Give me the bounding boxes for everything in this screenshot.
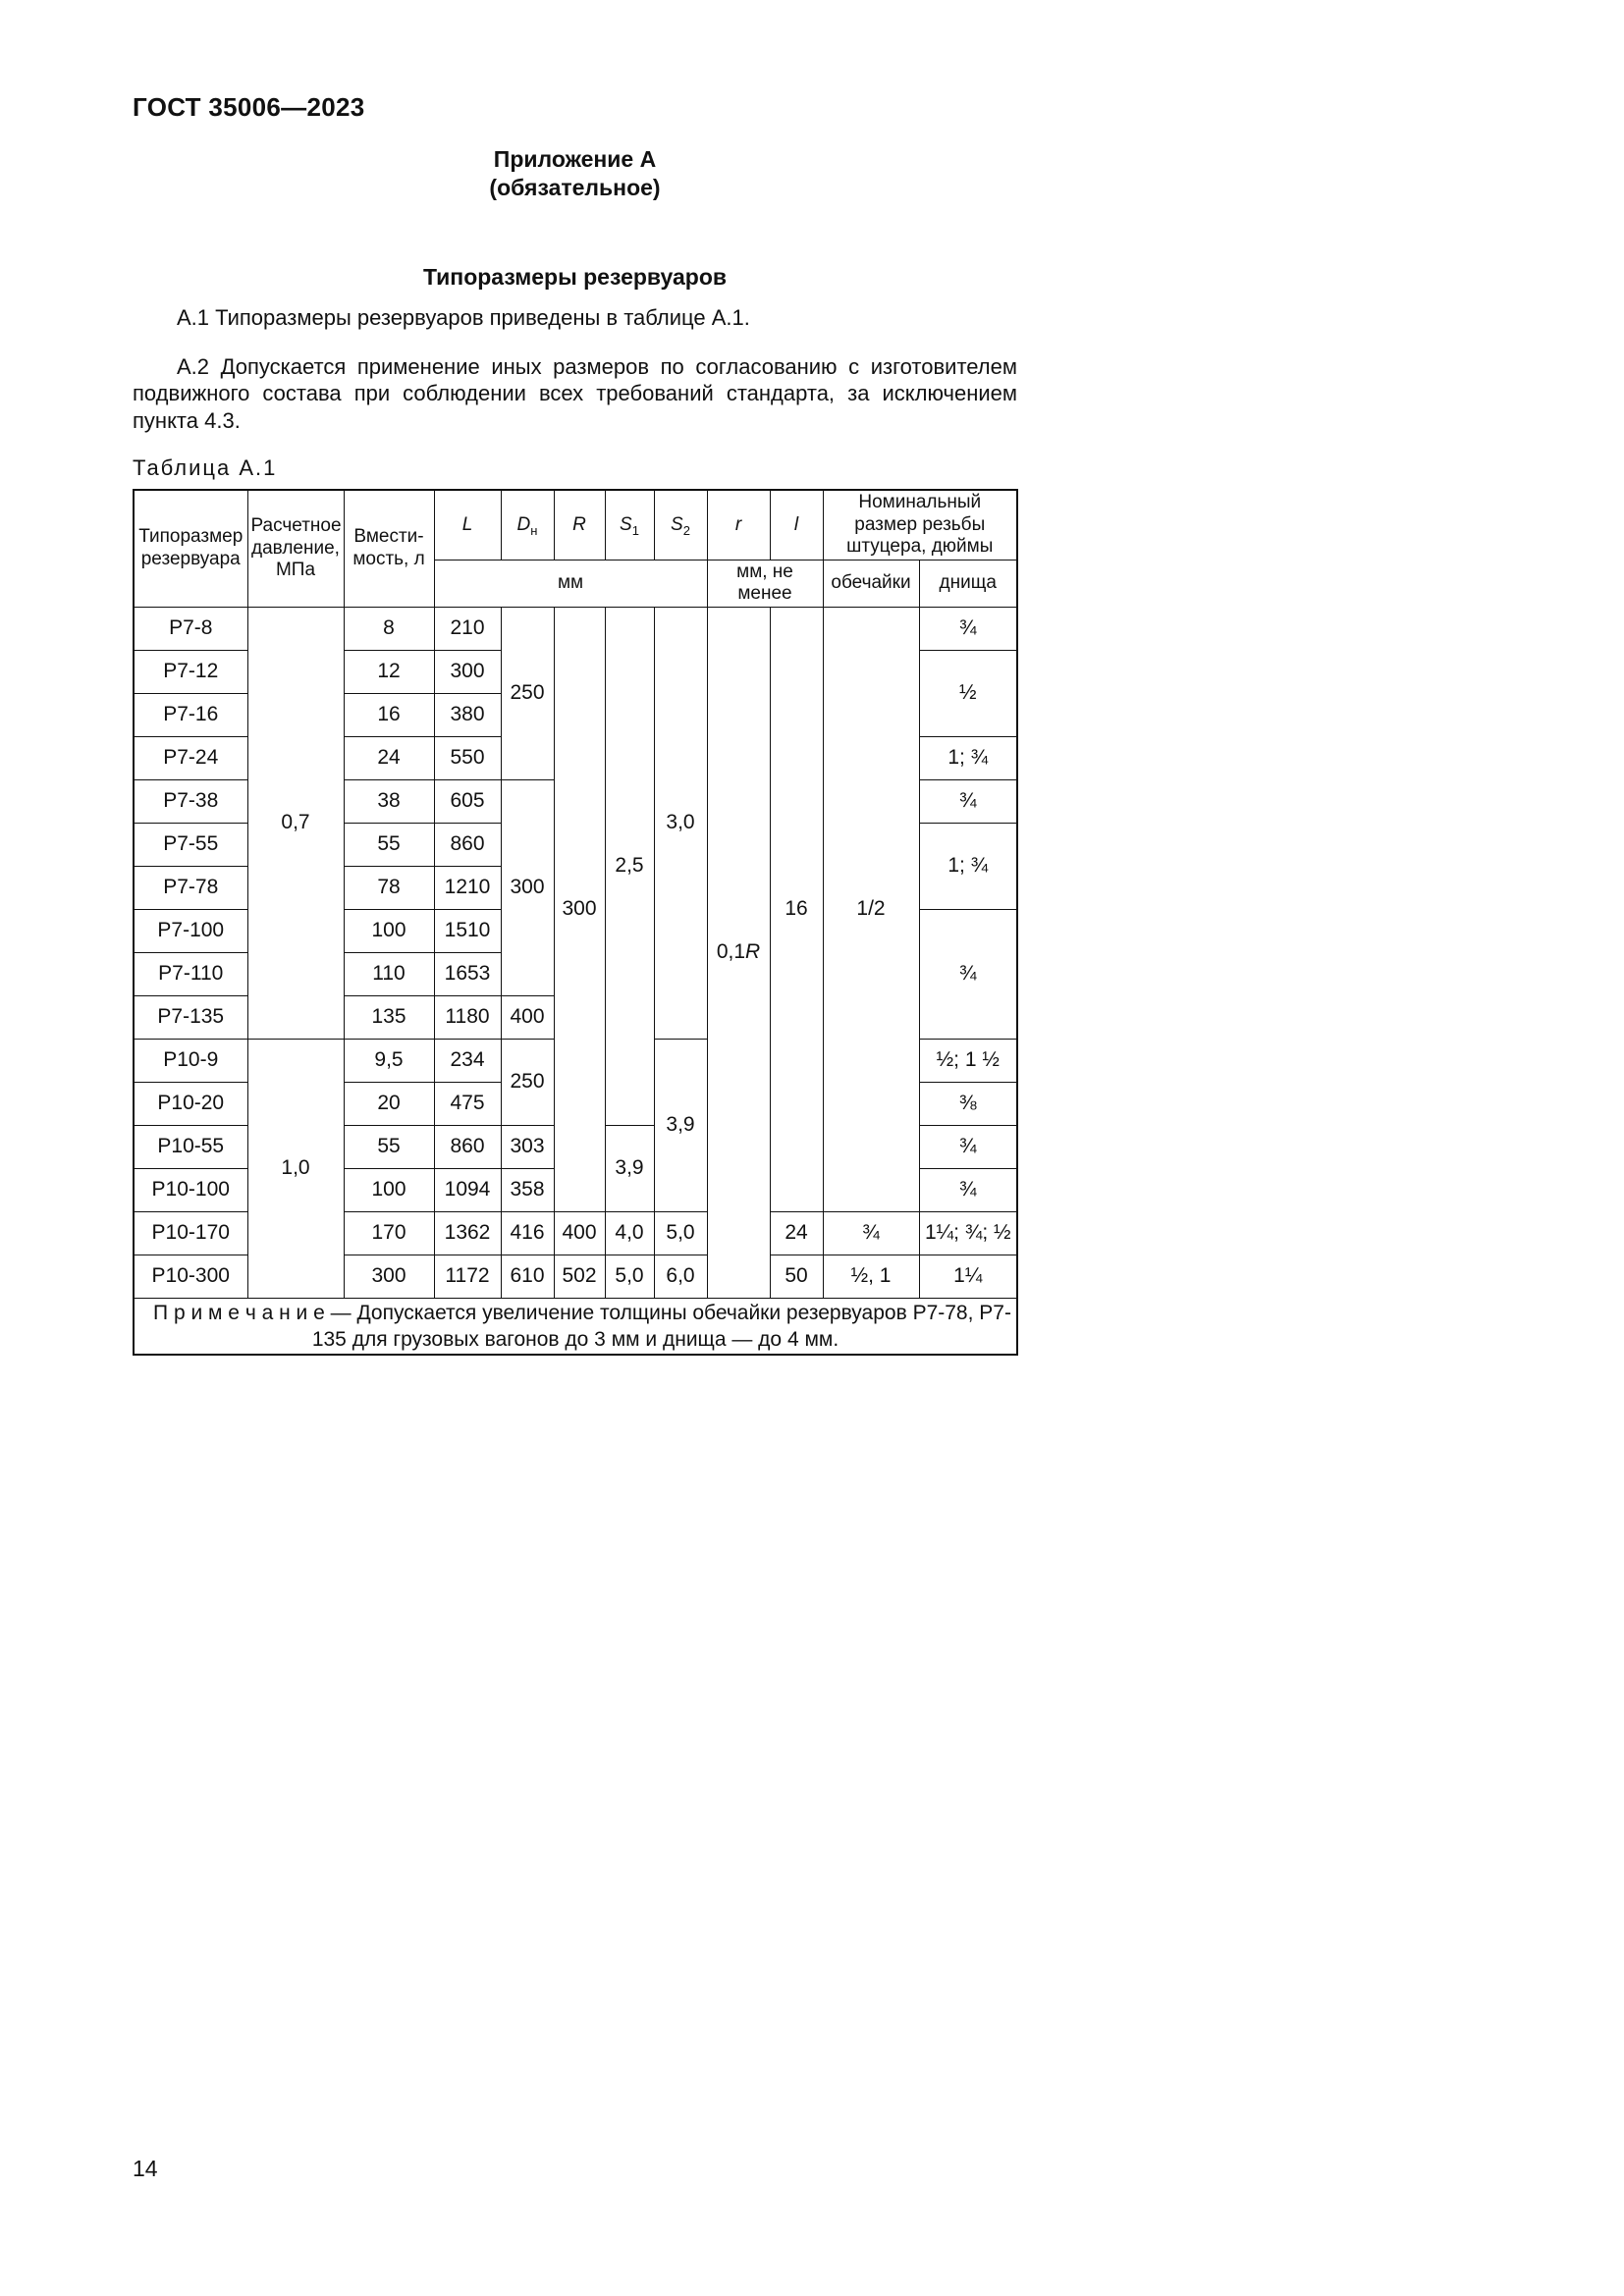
table-cell: 1; ¾	[919, 823, 1017, 909]
col-header-capacity: Вмести-мость, л	[344, 490, 434, 607]
table-cell: 380	[434, 693, 501, 736]
table-cell: 110	[344, 952, 434, 995]
table-cell: 3,9	[654, 1039, 707, 1211]
table-cell: 1/2	[823, 607, 919, 1211]
table-note-row	[134, 1298, 1017, 1355]
table-cell: 610	[501, 1255, 554, 1298]
table-cell: 210	[434, 607, 501, 650]
table-cell: 250	[501, 1039, 554, 1125]
table-cell: 55	[344, 823, 434, 866]
row-label-cell: Р10-9	[134, 1039, 247, 1082]
page-number: 14	[133, 2156, 158, 2181]
row-label-cell: Р7-78	[134, 866, 247, 909]
table-cell: 1,0	[247, 1039, 344, 1298]
row-label-cell: Р7-135	[134, 995, 247, 1039]
table-cell: ¾	[919, 1168, 1017, 1211]
col-subheader-mm: мм	[434, 560, 707, 607]
row-label-cell: Р7-100	[134, 909, 247, 952]
table-cell: 38	[344, 779, 434, 823]
table-cell: 1094	[434, 1168, 501, 1211]
note-label: П р и м е ч а н и е	[153, 1301, 325, 1324]
col-header-S2: $S_2$	[654, 490, 707, 560]
table-cell: ¾	[823, 1211, 919, 1255]
table-cell: 605	[434, 779, 501, 823]
row-label-cell: Р10-55	[134, 1125, 247, 1168]
table-cell: 1¼	[919, 1255, 1017, 1298]
row-label-cell: Р7-38	[134, 779, 247, 823]
col-header-r: r	[707, 490, 770, 560]
table-cell: 16	[344, 693, 434, 736]
table-cell: 550	[434, 736, 501, 779]
table-cell: 1¼; ¾; ½	[919, 1211, 1017, 1255]
table-cell: 1172	[434, 1255, 501, 1298]
col-header-pressure: Расчетное давление, МПа	[247, 490, 344, 607]
table-cell: 0,1R	[707, 607, 770, 1298]
row-label-cell: Р10-300	[134, 1255, 247, 1298]
table-cell: 1; ¾	[919, 736, 1017, 779]
col-header-S1: $S_1$	[605, 490, 654, 560]
table-cell: 502	[554, 1255, 605, 1298]
table-cell: 1180	[434, 995, 501, 1039]
table-cell: ¾	[919, 779, 1017, 823]
table-cell: 300	[344, 1255, 434, 1298]
table-cell: 303	[501, 1125, 554, 1168]
table-cell: 12	[344, 650, 434, 693]
table-cell: 170	[344, 1211, 434, 1255]
col-header-l: l	[770, 490, 823, 560]
paragraph-a2: А.2 Допускается применение иных размеров по согласованию с изготовителем подвижного состава при соблюдении всех требований стандарта, за исключением пункта 4.3.	[133, 353, 1017, 433]
table-note: П р и м е ч а н и е — Допускается увеличение толщины обечайки резервуаров Р7-78, Р7-135 для грузовых вагонов до 3 мм и днища — до 4 мм.	[134, 1298, 1017, 1355]
table-cell: 24	[344, 736, 434, 779]
table-cell: 860	[434, 1125, 501, 1168]
table-cell: 250	[501, 607, 554, 779]
table-cell: ¾	[919, 909, 1017, 1039]
table-row	[134, 607, 1017, 650]
table-cell: 0,7	[247, 607, 344, 1039]
table-caption: Таблица А.1	[133, 455, 278, 480]
table-cell: 3,9	[605, 1125, 654, 1211]
table-cell: ⅜	[919, 1082, 1017, 1125]
table-head	[134, 490, 1017, 607]
content-column	[133, 92, 1017, 1356]
table-cell: 100	[344, 909, 434, 952]
section-title: Типоразмеры резервуаров	[422, 264, 728, 290]
table-cell: 135	[344, 995, 434, 1039]
table-cell: 300	[554, 607, 605, 1211]
row-label-cell: Р7-55	[134, 823, 247, 866]
table-cell: 1210	[434, 866, 501, 909]
appendix-subtitle: (обязательное)	[489, 175, 661, 200]
table-cell: 8	[344, 607, 434, 650]
row-label-cell: Р7-110	[134, 952, 247, 995]
table-cell: 55	[344, 1125, 434, 1168]
table-cell: 20	[344, 1082, 434, 1125]
row-label-cell: Р10-100	[134, 1168, 247, 1211]
table-cell: 50	[770, 1255, 823, 1298]
row-label-cell: Р7-12	[134, 650, 247, 693]
table-cell: 9,5	[344, 1039, 434, 1082]
row-label-cell: Р10-170	[134, 1211, 247, 1255]
table-cell: 3,0	[654, 607, 707, 1039]
row-label-cell: Р7-16	[134, 693, 247, 736]
table-cell: 860	[434, 823, 501, 866]
table-cell: 6,0	[654, 1255, 707, 1298]
col-header-thread: Номинальный размер резьбы штуцера, дюймы	[823, 490, 1017, 560]
appendix-block	[133, 145, 1017, 202]
table-cell: 5,0	[654, 1211, 707, 1255]
table-cell: 1510	[434, 909, 501, 952]
table-cell: 400	[501, 995, 554, 1039]
col-header-L: L	[434, 490, 501, 560]
doc-code: ГОСТ 35006—2023	[133, 92, 365, 122]
table-body	[134, 607, 1017, 1355]
col-subheader-bottom: днища	[919, 560, 1017, 607]
table-cell: 16	[770, 607, 823, 1211]
table-cell: 4,0	[605, 1211, 654, 1255]
col-header-R: R	[554, 490, 605, 560]
table-cell: 1653	[434, 952, 501, 995]
table-cell: 1362	[434, 1211, 501, 1255]
table-cell: 78	[344, 866, 434, 909]
table-cell: 24	[770, 1211, 823, 1255]
table-cell: 416	[501, 1211, 554, 1255]
table-cell: ¾	[919, 607, 1017, 650]
col-subheader-shell: обечайки	[823, 560, 919, 607]
table-a1	[133, 489, 1018, 1356]
table-cell: ½; 1 ½	[919, 1039, 1017, 1082]
row-label-cell: Р7-8	[134, 607, 247, 650]
header-row	[134, 490, 1017, 560]
col-header-type: Типоразмер резервуара	[134, 490, 247, 607]
table-cell: 300	[501, 779, 554, 995]
table-cell: 475	[434, 1082, 501, 1125]
table-cell: 400	[554, 1211, 605, 1255]
table-cell: ¾	[919, 1125, 1017, 1168]
table-cell: 358	[501, 1168, 554, 1211]
table-cell: 5,0	[605, 1255, 654, 1298]
col-subheader-mm-min: мм, не менее	[707, 560, 823, 607]
paragraph-a1: А.1 Типоразмеры резервуаров приведены в таблице А.1.	[177, 305, 750, 330]
table-cell: 2,5	[605, 607, 654, 1125]
row-label-cell: Р7-24	[134, 736, 247, 779]
table-cell: 300	[434, 650, 501, 693]
appendix-title: Приложение А	[493, 146, 657, 172]
table-cell: 100	[344, 1168, 434, 1211]
col-header-Dn: $D_н$	[501, 490, 554, 560]
table-cell: 234	[434, 1039, 501, 1082]
row-label-cell: Р10-20	[134, 1082, 247, 1125]
table-cell: ½	[919, 650, 1017, 736]
table-cell: ½, 1	[823, 1255, 919, 1298]
